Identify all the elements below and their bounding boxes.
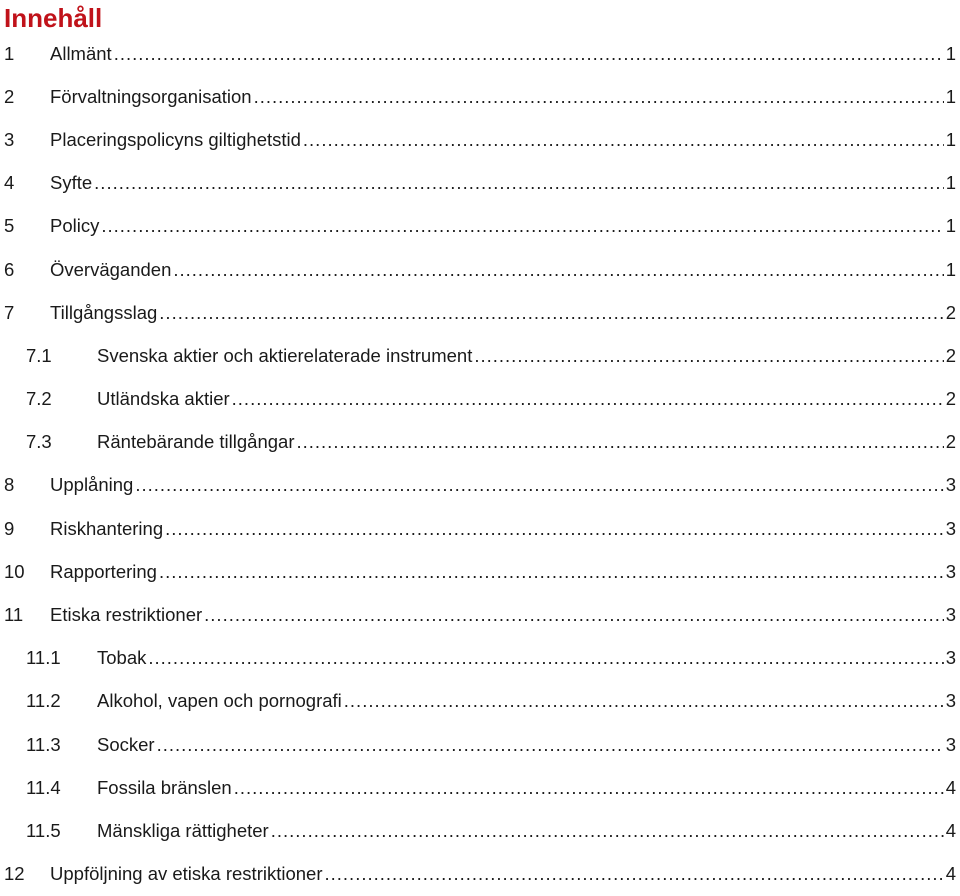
toc-entry-number: 6 bbox=[4, 258, 15, 280]
toc-entry-title[interactable]: Svenska aktier och aktierelaterade instrument bbox=[97, 344, 473, 366]
toc-dot-leader bbox=[135, 474, 943, 496]
toc-entry-number: 7.3 bbox=[26, 431, 52, 453]
toc-entry-number: 11.4 bbox=[26, 776, 61, 798]
toc-entry-body bbox=[97, 388, 956, 410]
toc-entry-number: 11.3 bbox=[26, 733, 61, 755]
toc-dot-leader bbox=[234, 777, 944, 799]
toc-dot-leader bbox=[94, 172, 944, 194]
toc-entry-page-number: 3 bbox=[945, 690, 956, 712]
toc-dot-leader bbox=[271, 820, 944, 842]
toc-entry-page-number: 2 bbox=[945, 344, 956, 366]
toc-entry-page-number: 4 bbox=[945, 819, 956, 841]
toc-entry-title[interactable]: Rapportering bbox=[50, 560, 157, 582]
toc-entry-title[interactable]: Mänskliga rättigheter bbox=[97, 819, 269, 841]
toc-entry-page-number: 1 bbox=[945, 128, 956, 150]
toc-entry-title[interactable]: Fossila bränslen bbox=[97, 776, 232, 798]
toc-entry-body bbox=[50, 302, 956, 324]
toc-heading: Innehåll bbox=[4, 3, 103, 33]
toc-entry-number: 3 bbox=[4, 128, 15, 150]
toc-entry-body bbox=[97, 820, 956, 842]
toc-entry-title[interactable]: Riskhantering bbox=[50, 517, 164, 539]
toc-entry-page-number: 1 bbox=[945, 172, 956, 194]
toc-dot-leader bbox=[101, 215, 943, 237]
toc-dot-leader bbox=[159, 302, 943, 324]
toc-entry[interactable] bbox=[0, 853, 960, 896]
toc-entry-number: 8 bbox=[4, 474, 15, 496]
toc-entry-body bbox=[50, 518, 956, 540]
toc-entry[interactable] bbox=[0, 118, 960, 161]
toc-entry[interactable] bbox=[0, 248, 960, 291]
toc-dot-leader bbox=[204, 604, 944, 626]
toc-dot-leader bbox=[344, 690, 944, 712]
toc-entry-title[interactable]: Tillgångsslag bbox=[50, 301, 158, 323]
toc-entry-page-number: 1 bbox=[945, 258, 956, 280]
toc-entry-body bbox=[50, 604, 956, 626]
toc-entry-page-number: 3 bbox=[945, 560, 956, 582]
toc-entry-page-number: 3 bbox=[945, 604, 956, 626]
toc-entry-title[interactable]: Räntebärande tillgångar bbox=[97, 431, 295, 453]
toc-entry-body bbox=[50, 561, 956, 583]
toc-entry[interactable] bbox=[0, 593, 960, 636]
toc-entry[interactable] bbox=[0, 421, 960, 464]
toc-entry-page-number: 3 bbox=[945, 517, 956, 539]
toc-dot-leader bbox=[148, 647, 943, 669]
toc-entry-number: 7.1 bbox=[26, 344, 52, 366]
toc-entry-title[interactable]: Uppföljning av etiska restriktioner bbox=[50, 863, 323, 885]
toc-entry-number: 12 bbox=[4, 863, 25, 885]
toc-entry-body bbox=[50, 474, 956, 496]
toc-entry-number: 9 bbox=[4, 517, 15, 539]
toc-entry-page-number: 4 bbox=[945, 776, 956, 798]
toc-entry-title[interactable]: Utländska aktier bbox=[97, 388, 230, 410]
toc-entry-title[interactable]: Förvaltningsorganisation bbox=[50, 85, 252, 107]
toc-dot-leader bbox=[254, 86, 944, 108]
toc-entry[interactable] bbox=[0, 809, 960, 852]
toc-entry-title[interactable]: Allmänt bbox=[50, 42, 112, 64]
toc-entry-body bbox=[50, 129, 956, 151]
toc-entry-title[interactable]: Placeringspolicyns giltighetstid bbox=[50, 128, 301, 150]
toc-entry-title[interactable]: Socker bbox=[97, 733, 155, 755]
toc-entry-page-number: 1 bbox=[945, 85, 956, 107]
toc-entry-body bbox=[97, 431, 956, 453]
toc-entry[interactable] bbox=[0, 680, 960, 723]
toc-entry-number: 11.5 bbox=[26, 819, 61, 841]
toc-entry-title[interactable]: Policy bbox=[50, 215, 100, 237]
toc-entry[interactable] bbox=[0, 32, 960, 75]
toc-entry-body bbox=[50, 86, 956, 108]
toc-entry[interactable] bbox=[0, 507, 960, 550]
toc-dot-leader bbox=[165, 518, 944, 540]
toc-dot-leader bbox=[474, 345, 943, 367]
toc-entry-body bbox=[97, 777, 956, 799]
toc-entry-title[interactable]: Överväganden bbox=[50, 258, 172, 280]
toc-entry-title[interactable]: Alkohol, vapen och pornografi bbox=[97, 690, 342, 712]
toc-entry-title[interactable]: Upplåning bbox=[50, 474, 134, 496]
toc-entry-number: 11 bbox=[4, 604, 24, 626]
toc-entry-number: 10 bbox=[4, 560, 25, 582]
toc-entry-title[interactable]: Etiska restriktioner bbox=[50, 604, 203, 626]
toc-entry-number: 7 bbox=[4, 301, 15, 323]
table-of-contents bbox=[0, 32, 960, 896]
toc-entry-page-number: 3 bbox=[945, 474, 956, 496]
toc-entry-body bbox=[50, 172, 956, 194]
toc-entry[interactable] bbox=[0, 205, 960, 248]
toc-entry-body bbox=[97, 647, 956, 669]
toc-entry[interactable] bbox=[0, 766, 960, 809]
toc-entry-page-number: 2 bbox=[945, 301, 956, 323]
toc-entry[interactable] bbox=[0, 162, 960, 205]
toc-dot-leader bbox=[173, 259, 943, 281]
toc-entry-page-number: 4 bbox=[945, 863, 956, 885]
toc-entry[interactable] bbox=[0, 550, 960, 593]
toc-entry[interactable] bbox=[0, 334, 960, 377]
toc-entry[interactable] bbox=[0, 291, 960, 334]
toc-entry-number: 7.2 bbox=[26, 388, 52, 410]
toc-entry-page-number: 2 bbox=[945, 431, 956, 453]
toc-entry-number: 11.1 bbox=[26, 647, 61, 669]
toc-entry-body bbox=[50, 259, 956, 281]
toc-dot-leader bbox=[325, 863, 944, 885]
toc-entry[interactable] bbox=[0, 637, 960, 680]
toc-entry-number: 2 bbox=[4, 85, 15, 107]
toc-entry[interactable] bbox=[0, 464, 960, 507]
toc-entry-body bbox=[50, 43, 956, 65]
toc-dot-leader bbox=[114, 43, 944, 65]
toc-entry[interactable] bbox=[0, 723, 960, 766]
toc-entry-body bbox=[97, 734, 956, 756]
toc-dot-leader bbox=[232, 388, 944, 410]
toc-entry-body bbox=[50, 863, 956, 885]
toc-entry-body bbox=[50, 215, 956, 237]
toc-entry-number: 4 bbox=[4, 172, 15, 194]
toc-entry-body bbox=[97, 690, 956, 712]
toc-entry-number: 11.2 bbox=[26, 690, 61, 712]
toc-dot-leader bbox=[296, 431, 943, 453]
toc-entry-page-number: 3 bbox=[945, 733, 956, 755]
toc-dot-leader bbox=[157, 734, 944, 756]
toc-entry-page-number: 1 bbox=[945, 215, 956, 237]
toc-entry-title[interactable]: Tobak bbox=[97, 647, 147, 669]
toc-entry-title[interactable]: Syfte bbox=[50, 172, 93, 194]
toc-entry-number: 1 bbox=[4, 42, 15, 64]
toc-entry-body bbox=[97, 345, 956, 367]
toc-entry-page-number: 1 bbox=[945, 42, 956, 64]
toc-dot-leader bbox=[159, 561, 944, 583]
toc-entry[interactable] bbox=[0, 378, 960, 421]
toc-entry-page-number: 2 bbox=[945, 388, 956, 410]
toc-dot-leader bbox=[303, 129, 944, 151]
toc-entry[interactable] bbox=[0, 75, 960, 118]
toc-entry-page-number: 3 bbox=[945, 647, 956, 669]
toc-entry-number: 5 bbox=[4, 215, 15, 237]
